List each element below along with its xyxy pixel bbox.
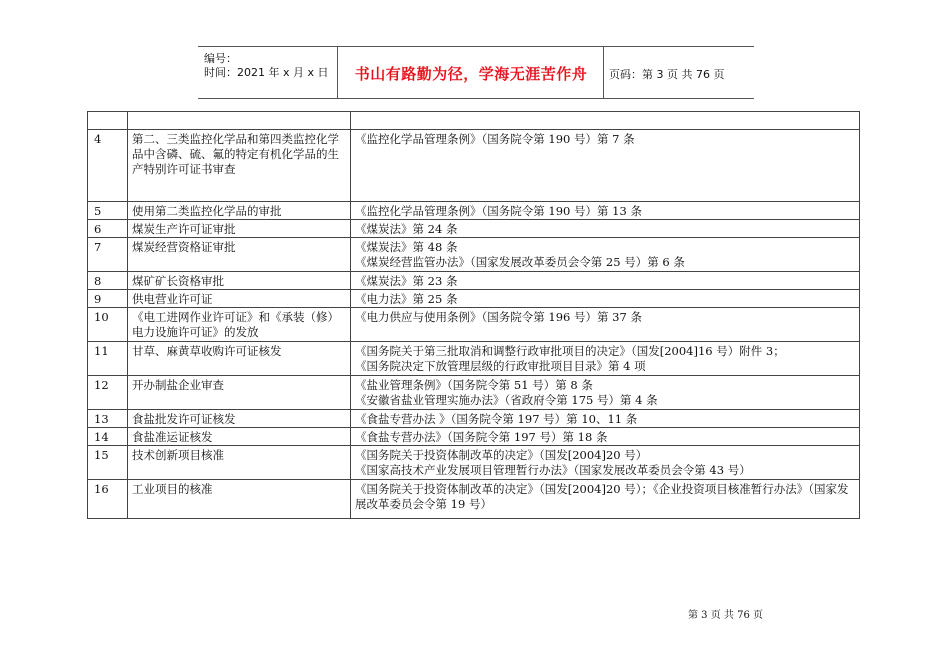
item-name-cell: 食盐准运证核发 (128, 428, 351, 446)
legal-basis-cell: 《食盐专营办法 》（国务院令第 197 号）第 10、11 条 (351, 410, 860, 428)
item-name-cell: 煤炭生产许可证审批 (128, 220, 351, 238)
header-meta (204, 52, 329, 80)
table-row (88, 410, 860, 428)
item-number-cell: 5 (88, 202, 128, 220)
item-name-cell: 供电营业许可证 (128, 290, 351, 308)
item-number-cell: 14 (88, 428, 128, 446)
legal-basis-cell: 《国务院关于投资体制改革的决定》（国发[2004]20 号） 《国家高技术产业发展项目管理暂行办法》（国家发展改革委员会令第 43 号） (351, 446, 860, 480)
header-divider (603, 47, 604, 98)
document-time-label: 时间：2021 年 x 月 x 日 (204, 66, 329, 79)
item-name-cell: 煤矿矿长资格审批 (128, 272, 351, 290)
item-number-cell: 9 (88, 290, 128, 308)
footer-page-number: 第 3 页 共 76 页 (688, 610, 763, 621)
table-row (88, 428, 860, 446)
legal-basis-cell: 《电力供应与使用条例》（国务院令第 196 号）第 37 条 (351, 308, 860, 342)
header-page-number: 页码：第 3 页 共 76 页 (609, 68, 725, 81)
item-name-cell: 食盐批发许可证核发 (128, 410, 351, 428)
item-name-cell: 第二、三类监控化学品和第四类监控化学品中含磷、硫、氟的特定有机化学品的生产特别许可证书审查 (128, 130, 351, 202)
approval-items-table (87, 111, 860, 519)
item-number-cell: 16 (88, 480, 128, 519)
item-name-cell: 工业项目的核准 (128, 480, 351, 519)
table-row (88, 446, 860, 480)
header-motto: 书山有路勤为径，学海无涯苦作舟 (354, 65, 588, 83)
table-row (88, 342, 860, 376)
item-number-cell: 8 (88, 272, 128, 290)
item-name-cell: 使用第二类监控化学品的审批 (128, 202, 351, 220)
table-row (88, 238, 860, 272)
table-row (88, 308, 860, 342)
table-row (88, 480, 860, 519)
legal-basis-cell: 《监控化学品管理条例》（国务院令第 190 号）第 13 条 (351, 202, 860, 220)
document-header (198, 46, 754, 99)
legal-basis-cell: 《监控化学品管理条例》（国务院令第 190 号）第 7 条 (351, 130, 860, 202)
item-number-cell: 4 (88, 130, 128, 202)
table-row (88, 112, 860, 130)
item-number-cell: 6 (88, 220, 128, 238)
legal-basis-cell: 《国务院关于投资体制改革的决定》（国发[2004]20 号）；《企业投资项目核准暂行办法》（国家发展改革委员会令第 19 号） (351, 480, 860, 519)
table-row (88, 130, 860, 202)
table-row (88, 272, 860, 290)
item-number-cell: 11 (88, 342, 128, 376)
item-number-cell (88, 112, 128, 130)
legal-basis-cell: 《煤炭法》第 24 条 (351, 220, 860, 238)
table-row (88, 220, 860, 238)
legal-basis-cell: 《煤炭法》第 48 条 《煤炭经营监管办法》（国家发展改革委员会令第 25 号）第 6 条 (351, 238, 860, 272)
legal-basis-cell: 《电力法》第 25 条 (351, 290, 860, 308)
item-name-cell: 煤炭经营资格证审批 (128, 238, 351, 272)
legal-basis-cell: 《煤炭法》第 23 条 (351, 272, 860, 290)
table-row (88, 376, 860, 410)
legal-basis-cell: 《食盐专营办法》（国务院令第 197 号）第 18 条 (351, 428, 860, 446)
legal-basis-cell (351, 112, 860, 130)
legal-basis-cell: 《盐业管理条例》（国务院令第 51 号）第 8 条 《安徽省盐业管理实施办法》（省政府令第 175 号）第 4 条 (351, 376, 860, 410)
item-number-cell: 10 (88, 308, 128, 342)
item-number-cell: 12 (88, 376, 128, 410)
legal-basis-cell: 《国务院关于第三批取消和调整行政审批项目的决定》（国发[2004]16 号）附件 3； 《国务院决定下放管理层级的行政审批项目目录》第 4 项 (351, 342, 860, 376)
item-number-cell: 15 (88, 446, 128, 480)
table-row (88, 202, 860, 220)
item-number-cell: 13 (88, 410, 128, 428)
item-name-cell (128, 112, 351, 130)
table-row (88, 290, 860, 308)
item-name-cell: 开办制盐企业审查 (128, 376, 351, 410)
item-name-cell: 甘草、麻黄草收购许可证核发 (128, 342, 351, 376)
item-name-cell: 技术创新项目核准 (128, 446, 351, 480)
document-number-label: 编号： (204, 52, 237, 65)
header-divider (337, 47, 338, 98)
item-number-cell: 7 (88, 238, 128, 272)
table-body (88, 112, 860, 519)
item-name-cell: 《电工进网作业许可证》和《承装（修）电力设施许可证》的发放 (128, 308, 351, 342)
